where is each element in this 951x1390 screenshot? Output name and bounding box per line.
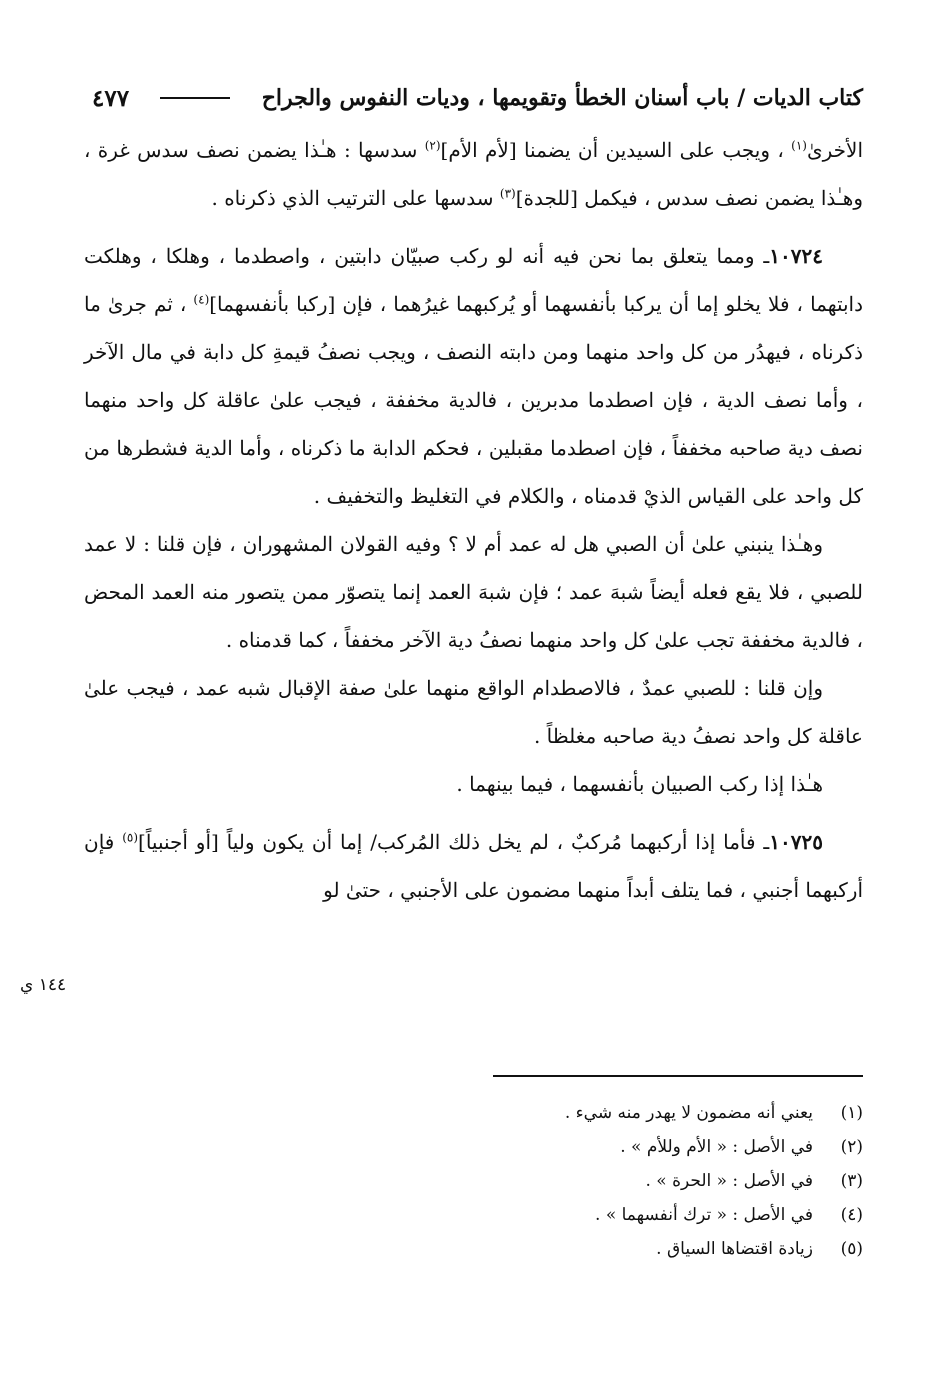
text-segment: سدسها : هـٰذا يضمن نصف سدس غرة ، وهـٰذا يضمن نصف سدس ، فيكمل [للجدة]	[84, 138, 863, 210]
footnote-text: في الأصل : « الأم وللأم » .	[620, 1137, 813, 1157]
footnote-number: (٥)	[840, 1239, 863, 1259]
header-rule	[160, 97, 230, 99]
text-segment: ـ ومما يتعلق بما نحن فيه أنه لو ركب صبيّان دابتين ، واصطدما ، وهلكا ، وهلكت دابتهما ، فلا يخلو إما أن يركبا بأنفسهما أو يُركبهما غيرُهما ، فإن [ركبا بأنفسهما]	[84, 244, 864, 316]
footnote-text: زيادة اقتضاها السياق .	[656, 1239, 813, 1259]
paragraph-4	[84, 664, 863, 760]
footnotes	[303, 1096, 863, 1266]
paragraph-3	[84, 520, 863, 664]
paragraph-1	[84, 126, 863, 222]
text-segment: فإن أركبهما أجنبي ، فما يتلف أبداً منهما مضمون على الأجنبي ، حتىٰ لو	[84, 830, 863, 902]
footnote-ref: (٥)	[122, 830, 139, 845]
paragraph-2	[84, 232, 863, 520]
text-segment: وهـٰذا ينبني علىٰ أن الصبي هل له عمد أم لا ؟ وفيه القولان المشهوران ، فإن قلنا : لا عمد للصبي ، فلا يقع فعله أيضاً شبهَ عمد ؛ فإن شبهَ العمد إنما يتصوّر ممن يتصور منه العمد المحض ، فالدية مخففة تجب علىٰ كل واحد منهما نصفُ دية الآخر مخففاً ، كما قدمناه .	[84, 532, 863, 652]
footnote-ref: (٢)	[424, 138, 441, 153]
running-header	[92, 78, 863, 118]
page-number: ٤٧٧	[92, 84, 130, 112]
text-segment: الأخرىٰ	[806, 138, 863, 162]
text-segment: ، ثم جرىٰ ما ذكرناه ، فيهدُر من كل واحد منهما ومن دابته النصف ، ويجب نصفُ قيمةِ كل دابة في مال الآخر ، وأما نصف الدية ، فإن اصطدما مدبرين ، فالدية مخففة ، فيجب علىٰ عاقلة كل واحد منهما نصف دية صاحبه مخففاً ، فإن اصطدما مقبلين ، فحكم الدابة ما ذكرناه ، وأما الدية فشطرها من كل واحد على القياس الذيْ قدمناه ، والكلام في التغليظ والتخفيف .	[84, 292, 863, 508]
footnote-ref: (٤)	[193, 292, 210, 307]
footnote-text: في الأصل : « ترك أنفسهما » .	[595, 1205, 813, 1225]
footnote-number: (٢)	[840, 1137, 863, 1157]
text-segment: وإن قلنا : للصبي عمدٌ ، فالاصطدام الواقع منهما علىٰ صفة الإقبال شبه عمد ، فيجب علىٰ عاقلة كل واحد نصفُ دية صاحبه مغلظاً .	[84, 676, 863, 748]
main-text	[84, 126, 863, 914]
footnote-divider	[493, 1075, 863, 1077]
footnote-item	[303, 1232, 863, 1266]
text-segment: ، ويجب على السيدين أن يضمنا [لأم الأم]	[440, 138, 792, 162]
footnote-item	[303, 1130, 863, 1164]
margin-folio-note: ١٤٤ ي	[20, 975, 67, 995]
paragraph-6	[84, 818, 863, 914]
section-number: ١٠٧٢٤	[769, 244, 823, 268]
footnote-number: (١)	[840, 1103, 863, 1123]
footnote-item	[303, 1164, 863, 1198]
footnote-item	[303, 1096, 863, 1130]
header-title: كتاب الديات / باب أسنان الخطأ وتقويمها ، وديات النفوس والجراح	[261, 85, 863, 111]
footnote-item	[303, 1198, 863, 1232]
section-number: ١٠٧٢٥	[769, 830, 823, 854]
footnote-number: (٣)	[840, 1171, 863, 1191]
footnote-ref: (١)	[791, 138, 807, 153]
footnote-number: (٤)	[840, 1205, 863, 1225]
text-segment: سدسها على الترتيب الذي ذكرناه .	[211, 186, 500, 210]
footnote-ref: (٣)	[499, 186, 516, 201]
footnote-text: يعني أنه مضمون لا يهدر منه شيء .	[564, 1103, 813, 1123]
text-segment: هـٰذا إذا ركب الصبيان بأنفسهما ، فيما بينهما .	[456, 772, 823, 796]
text-segment: ـ فأما إذا أركبهما مُركبٌ ، لم يخل ذلك المُركب/ إما أن يكون ولياً [أو أجنبياً]	[138, 830, 770, 854]
paragraph-5	[84, 760, 863, 808]
footnote-text: في الأصل : « الحرة » .	[645, 1171, 813, 1191]
